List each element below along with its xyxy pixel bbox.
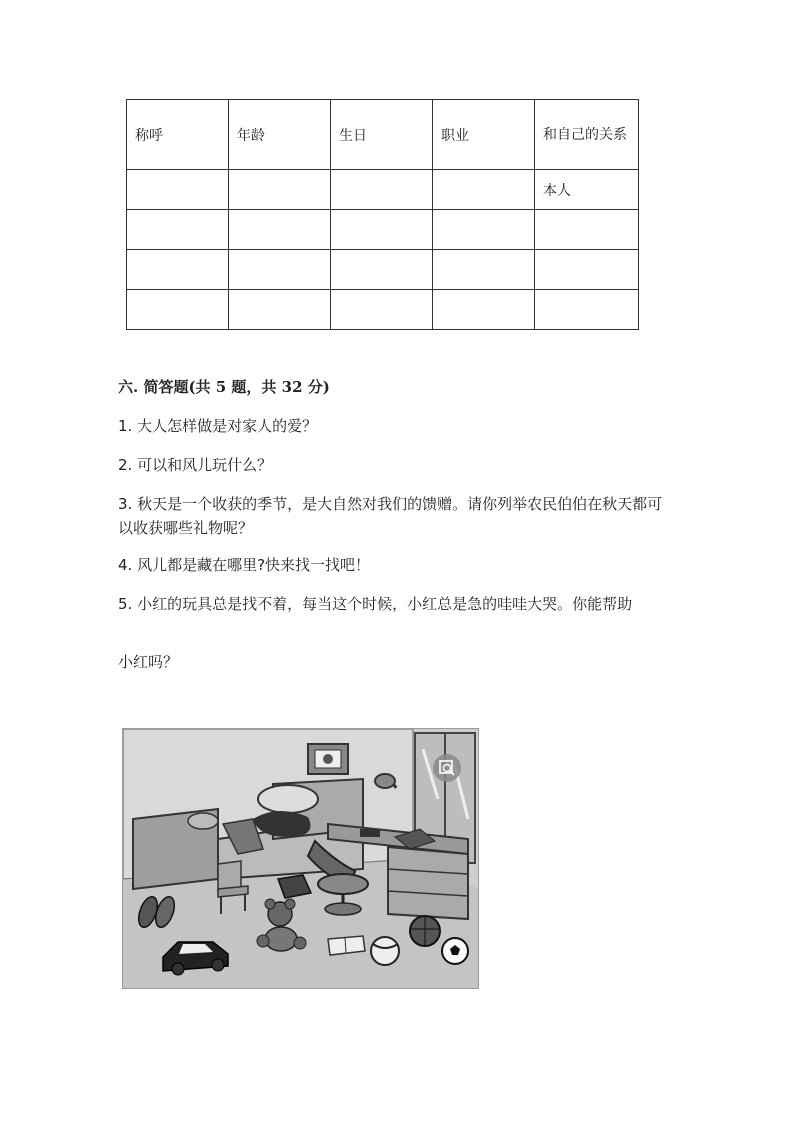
table-cell: 本人 — [535, 170, 639, 210]
question-2: 2. 可以和风儿玩什么？ — [118, 456, 273, 474]
header-cell-text: 和自己的关系 — [543, 126, 627, 143]
table-cell — [433, 290, 535, 330]
beach-ball — [371, 937, 399, 965]
table-cell — [433, 250, 535, 290]
question-1: 1. 大人怎样做是对家人的爱？ — [118, 417, 318, 435]
header-cell: 年龄 — [229, 100, 331, 170]
question-3: 3. 秋天是一个收获的季节，是大自然对我们的馈赠。请你列举农民伯伯在秋天都可以收获哪些礼物呢？ — [118, 495, 663, 537]
table-cell — [229, 170, 331, 210]
table-header-row — [127, 100, 639, 170]
question-5: 5. 小红的玩具总是找不着，每当这个时候，小红总是急的哇哇大哭。你能帮助 — [118, 595, 633, 613]
table-cell — [127, 290, 229, 330]
table-cell — [331, 290, 433, 330]
table-cell — [229, 290, 331, 330]
zoom-icon[interactable] — [432, 753, 462, 783]
wall-picture — [308, 744, 348, 774]
table-cell — [331, 210, 433, 250]
family-info-table — [126, 99, 639, 330]
table-row — [127, 290, 639, 330]
table-cell — [127, 250, 229, 290]
table-row — [127, 250, 639, 290]
table-cell — [535, 210, 639, 250]
question-4: 4. 风儿都是藏在哪里?快来找一找吧！ — [118, 556, 371, 574]
header-cell: 生日 — [331, 100, 433, 170]
table-row — [127, 210, 639, 250]
table-cell — [433, 170, 535, 210]
room-drawing — [123, 729, 478, 988]
table-cell — [331, 170, 433, 210]
table-cell — [229, 250, 331, 290]
header-cell — [535, 100, 639, 170]
table-row — [127, 170, 639, 210]
header-cell: 职业 — [433, 100, 535, 170]
table-cell — [433, 210, 535, 250]
messy-room-illustration — [122, 728, 479, 989]
table-cell — [535, 290, 639, 330]
table-cell — [127, 170, 229, 210]
header-cell: 称呼 — [127, 100, 229, 170]
question-5-continued: 小红吗？ — [118, 653, 179, 671]
section-title: 六. 简答题(共 5 题，共 32 分) — [118, 378, 330, 396]
table-cell — [229, 210, 331, 250]
table-cell — [535, 250, 639, 290]
table-cell — [331, 250, 433, 290]
table-cell — [127, 210, 229, 250]
